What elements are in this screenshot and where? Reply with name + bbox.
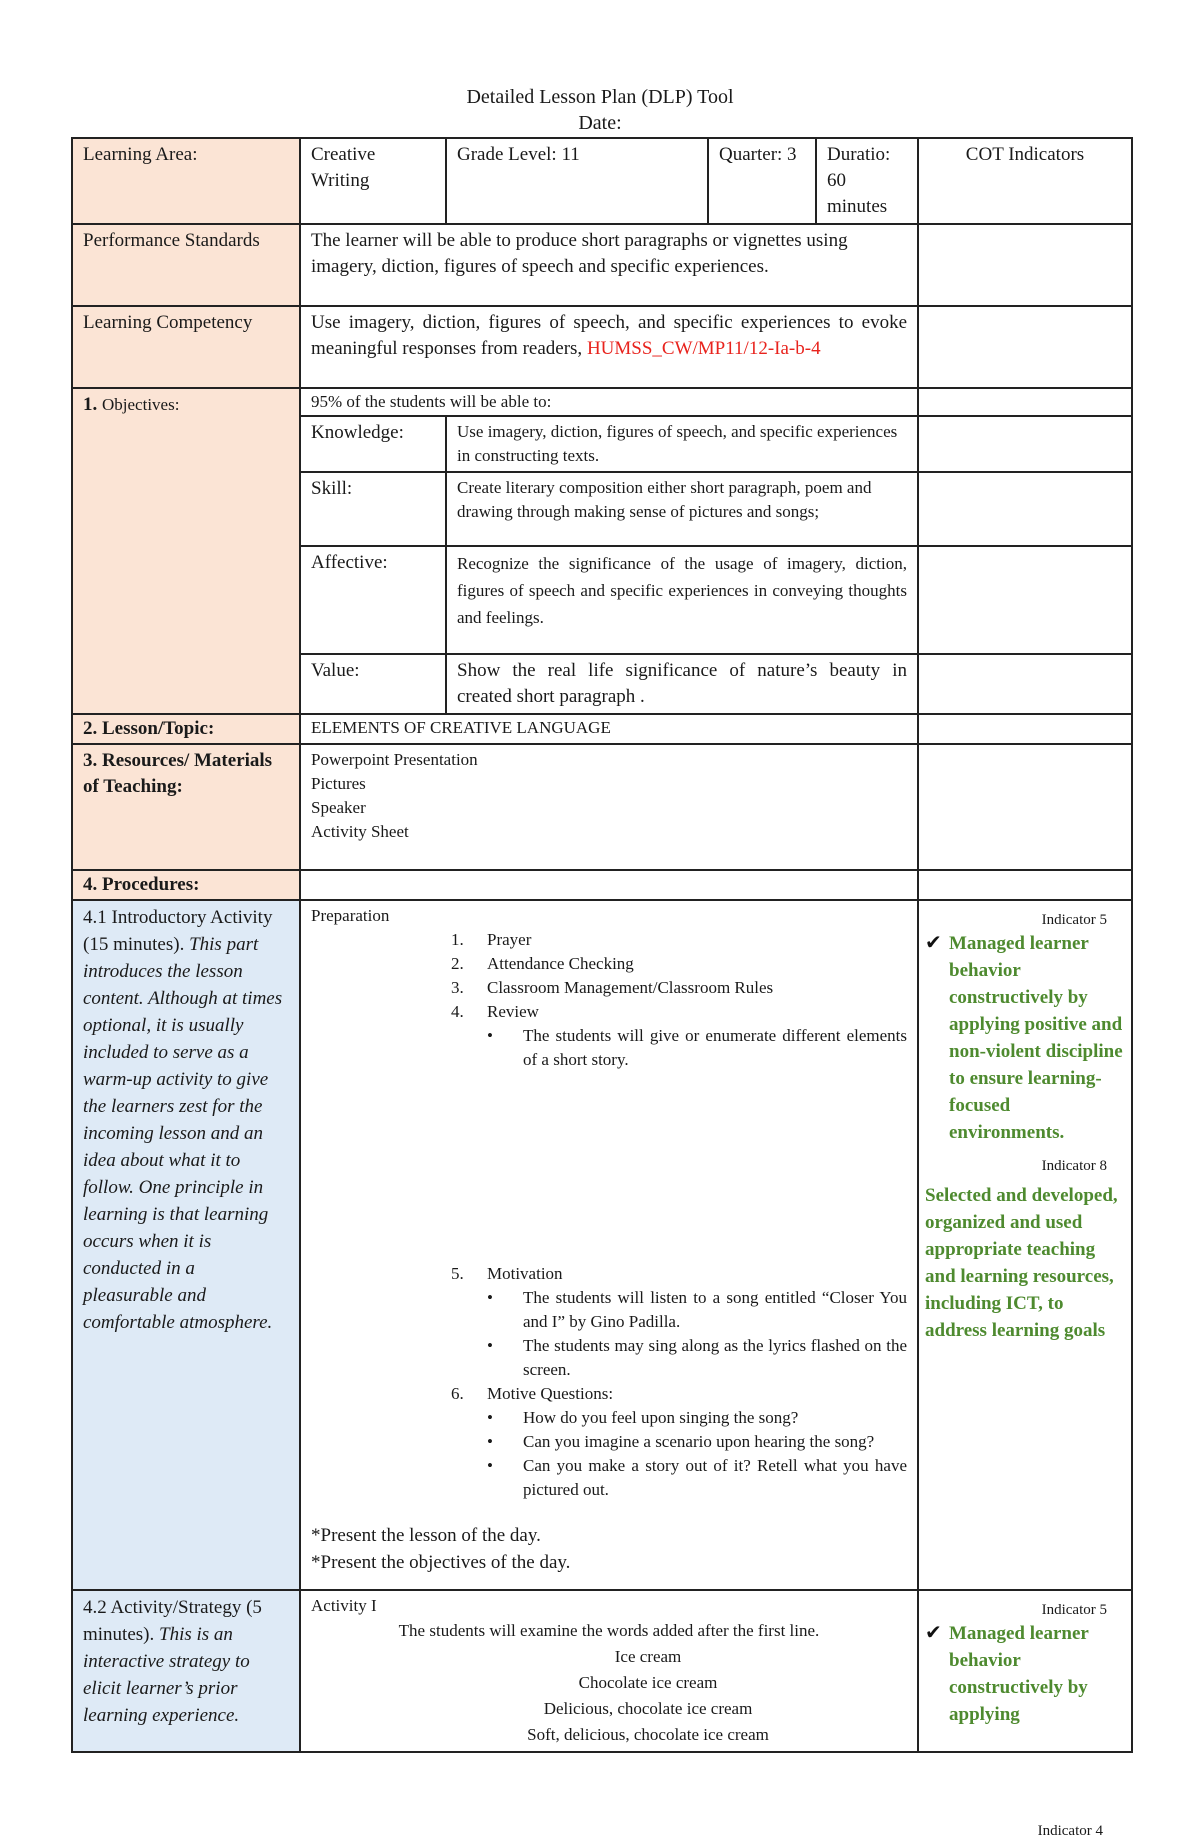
- present-objectives: *Present the objectives of the day.: [311, 1552, 571, 1573]
- activity-line: Chocolate ice cream: [578, 1673, 718, 1692]
- resource-item: Powerpoint Presentation: [311, 750, 478, 769]
- activity-strategy-cot: [918, 1590, 1132, 1752]
- date-label: Date:: [578, 112, 622, 134]
- lesson-row: [72, 714, 1132, 744]
- activity-label: Activity I: [311, 1596, 377, 1615]
- activity-instruction: The students will examine the words added after the first line.: [398, 1621, 820, 1640]
- preparation-label: Preparation: [311, 906, 390, 925]
- objectives-num: 1.: [83, 394, 98, 415]
- objective-knowledge-label: Knowledge:: [300, 416, 446, 472]
- objective-value-text: Show the real life significance of nature’s beauty in created short paragraph .: [446, 654, 918, 714]
- performance-cot: [918, 224, 1132, 306]
- step-item: 5. Motivation: [451, 1264, 563, 1283]
- learning-area-value: Creative Writing: [300, 138, 446, 224]
- objective-skill-cot: [918, 472, 1132, 546]
- resource-item: Activity Sheet: [311, 822, 409, 841]
- procedures-label: 4. Procedures:: [72, 870, 300, 900]
- intro-activity-desc: This part introduces the lesson content. Although at times optional, it is usually included to serve as a warm-up activity to give the learners zest for the incoming lesson and an idea about what it to follow. One principle in learning is that learning occurs when it is conducted in a pleasurable and comfortable atmosphere.: [83, 934, 283, 1333]
- review-bullets: [487, 1024, 907, 1072]
- objective-affective-text: Recognize the significance of the usage of imagery, diction, figures of speech and specific experiences in conveying thoughts and feelings.: [446, 546, 918, 654]
- indicator-5-text: Managed learner behavior constructively by applying: [949, 1623, 1089, 1725]
- document-title: Detailed Lesson Plan (DLP) Tool: [466, 86, 734, 108]
- competency-label: Learning Competency: [72, 306, 300, 388]
- step-item: 4. Review: [451, 1002, 539, 1021]
- intro-activity-cot: [918, 900, 1132, 1590]
- present-lesson: *Present the lesson of the day.: [311, 1525, 541, 1546]
- learning-area-label: Learning Area:: [72, 138, 300, 224]
- activity-strategy-content: [300, 1590, 918, 1752]
- bullet-item: • Can you imagine a scenario upon hearing the song?: [487, 1430, 907, 1454]
- bullet-item: • The students may sing along as the lyrics flashed on the screen.: [487, 1334, 907, 1382]
- indicator-8-label: Indicator 8: [1041, 1158, 1107, 1174]
- resources-label: 3. Resources/ Materials of Teaching:: [72, 744, 300, 870]
- activity-lines: [311, 1644, 907, 1748]
- lesson-label: 2. Lesson/Topic:: [72, 714, 300, 744]
- resources-cot: [918, 744, 1132, 870]
- indicator-5-block: [925, 930, 1125, 1146]
- intro-activity-label-cell: [72, 900, 300, 1590]
- activity-line: Delicious, chocolate ice cream: [543, 1699, 753, 1718]
- indicator-5-block: [925, 1620, 1125, 1728]
- step-item: 3. Classroom Management/Classroom Rules: [451, 978, 774, 997]
- activity-strategy-title: 4.2 Activity/Strategy (5 minutes).: [83, 1597, 262, 1645]
- header-row: [72, 138, 1132, 224]
- activity-strategy-label-cell: [72, 1590, 300, 1752]
- step-item: 6. Motive Questions:: [451, 1384, 614, 1403]
- lesson-cot: [918, 714, 1132, 744]
- objective-knowledge-cot: [918, 416, 1132, 472]
- objective-value-label: Value:: [300, 654, 446, 714]
- preparation-steps: [451, 928, 907, 1024]
- check-mark-icon: ✔: [925, 932, 942, 954]
- motive-questions-step: [451, 1382, 907, 1406]
- resource-item: Speaker: [311, 798, 366, 817]
- competency-row: [72, 306, 1132, 388]
- lesson-text: ELEMENTS OF CREATIVE LANGUAGE: [300, 714, 918, 744]
- objectives-cot: [918, 388, 1132, 416]
- indicator-5-label: Indicator 5: [1041, 1602, 1107, 1618]
- objective-knowledge-text: Use imagery, diction, figures of speech, and specific experiences in constructing texts.: [446, 416, 918, 472]
- intro-activity-row: [72, 900, 1132, 1590]
- competency-cot: [918, 306, 1132, 388]
- bullet-item: • The students will listen to a song entitled “Closer You and I” by Gino Padilla.: [487, 1286, 907, 1334]
- lesson-plan-table: [71, 137, 1133, 1753]
- step-item: 2. Attendance Checking: [451, 954, 634, 973]
- performance-text: The learner will be able to produce short paragraphs or vignettes using imagery, diction, figures of speech and specific experiences.: [300, 224, 918, 306]
- bullet-item: • How do you feel upon singing the song?: [487, 1406, 907, 1430]
- cot-indicators-header: COT Indicators: [918, 138, 1132, 224]
- activity-strategy-desc: This is an interactive strategy to elicit learner’s prior learning experience.: [83, 1624, 250, 1726]
- step-item: 1. Prayer: [451, 930, 532, 949]
- indicator-5-text: Managed learner behavior constructively by applying positive and non-violent discipline to ensure learning-focused environments.: [949, 933, 1123, 1143]
- objective-skill-label: Skill:: [300, 472, 446, 546]
- performance-label: Performance Standards: [72, 224, 300, 306]
- quarter: Quarter: 3: [708, 138, 816, 224]
- duration: Duratio: 60 minutes: [816, 138, 918, 224]
- activity-line: Soft, delicious, chocolate ice cream: [527, 1725, 769, 1744]
- grade-level: Grade Level: 11: [446, 138, 708, 224]
- objectives-intro: 95% of the students will be able to:: [300, 388, 918, 416]
- competency-cell: [300, 306, 918, 388]
- objective-affective-cot: [918, 546, 1132, 654]
- objectives-label: Objectives:: [102, 395, 180, 414]
- competency-text: Use imagery, diction, figures of speech, and specific experiences to evoke meaningful responses from readers,: [311, 312, 907, 359]
- objective-affective-label: Affective:: [300, 546, 446, 654]
- competency-code: HUMSS_CW/MP11/12-Ia-b-4: [586, 338, 821, 359]
- question-bullets: [487, 1406, 907, 1502]
- check-mark-icon: ✔: [925, 1622, 942, 1644]
- indicator-4-label: Indicator 4: [1037, 1823, 1103, 1839]
- indicator-8-text: Selected and developed, organized and used appropriate teaching and learning resources, including ICT, to address learning goals: [925, 1185, 1118, 1341]
- performance-row: [72, 224, 1132, 306]
- objective-skill-text: Create literary composition either short paragraph, poem and drawing through making sense of pictures and songs;: [446, 472, 918, 546]
- intro-activity-content: [300, 900, 918, 1590]
- indicator-5-label: Indicator 5: [1041, 912, 1107, 928]
- resources-row: [72, 744, 1132, 870]
- objectives-row: [72, 388, 1132, 416]
- resources-list: [300, 744, 918, 870]
- activity-line: Ice cream: [614, 1647, 682, 1666]
- motivation-bullets: [487, 1286, 907, 1382]
- activity-strategy-row: [72, 1590, 1132, 1752]
- objective-value-cot: [918, 654, 1132, 714]
- motivation-step: [451, 1262, 907, 1286]
- resource-item: Pictures: [311, 774, 366, 793]
- procedures-cot: [918, 870, 1132, 900]
- objectives-label-cell: [72, 388, 300, 714]
- bullet-item: • The students will give or enumerate different elements of a short story.: [487, 1024, 907, 1072]
- bullet-item: • Can you make a story out of it? Retell what you have pictured out.: [487, 1454, 907, 1502]
- procedures-body: [300, 870, 918, 900]
- procedures-row: [72, 870, 1132, 900]
- intro-activity-title: 4.1 Introductory Activity (15 minutes).: [83, 907, 273, 955]
